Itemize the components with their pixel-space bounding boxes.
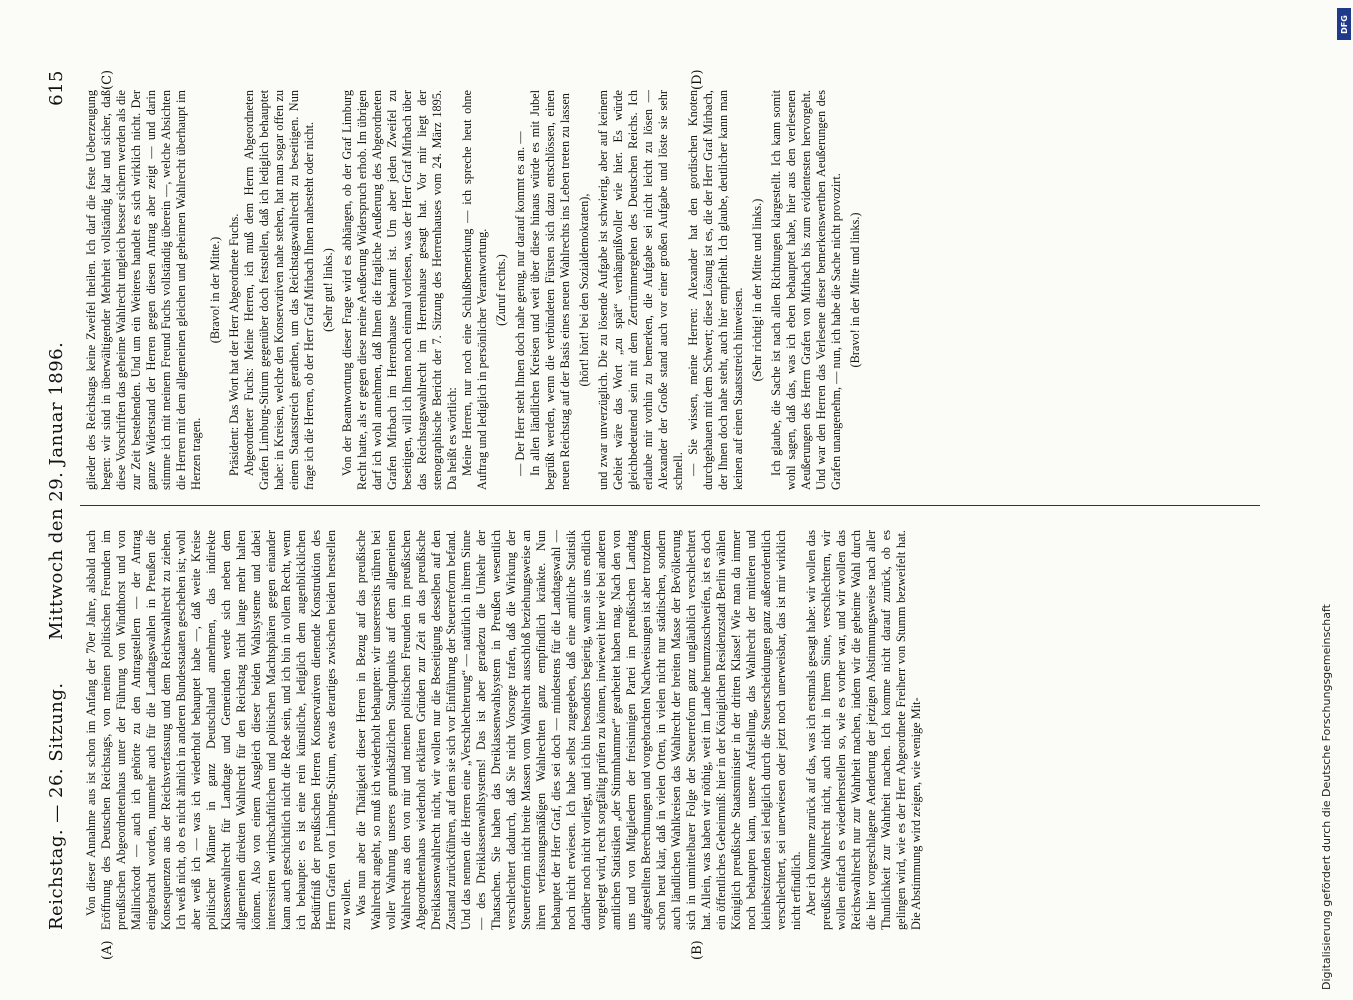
interjection: (Bravo! in der Mitte und links.) xyxy=(848,212,862,368)
right-paragraph: Von der Beantwortung dieser Frage wird es abhängen, ob der Graf Limburg Recht hatte, als er gegen diese meine Aeußerung Widerspruch erhob. Im übrigen darf ich wohl annehmen, daß Ihnen die fragliche Aeußerung des Abgeordneten Grafen Mirbach im Herrenhause bekannt ist. Um aber jeden Zweifel zu beseitigen, will ich Ihnen noch einmal vorlesen, was der Herr Graf Mirbach über das Reichstagswahlrecht im Herrenhause gesagt hat. Vor mir liegt der stenographische Bericht der 7. Sitzung des Herrenhauses vom 24. März 1895. Da heißt es wörtlich: xyxy=(340,90,459,490)
interjection: (Sehr gut! links.) xyxy=(321,248,335,332)
left-paragraph: Von dieser Annahme aus ist schon im Anfang der 70er Jahre, alsbald nach Eröffnung des Deutschen Reichstags, von meinen politischen Freunden im preußischen Abgeordnetenhaus unter der Führung von Windthorst und von Mallinckrodt — auch ich gehörte zu den Antragstellern — der Antrag eingebracht worden, nunmehr auch für die Landtagswahlen in Preußen die Konsequenzen aus der Reichsverfassung und dem Reichswahlrecht zu ziehen. Ich weiß nicht, ob es nicht ähnlich in anderen Bundesstaaten geschehen ist; wohl aber weiß ich — was ich wiederholt behauptet habe —, daß weite Kreise politischer Männer in ganz Deutschland annehmen, das indirekte Klassenwahlrecht für Landtage und Gemeinden werde sich neben dem allgemeinen direkten Wahlrecht für den Reichstag nicht lange mehr halten können. Also von einem Ausgleich dieser beiden Wahlsysteme und dabei interessirten wirthschaftlichen und politischen Machtsphären gegen einander kann auch geschichtlich nicht die Rede sein, und ich bin in vollem Recht, wenn ich behaupte: es ist eine rein künstliche, lediglich dem augenblicklichen Bedürfniß der preußischen Herren Konservativen dienende Konstruktion des Herrn Grafen von Limburg-Stirum, etwas derartiges zwischen beiden herstellen zu wollen. xyxy=(84,530,353,930)
president-speech: Präsident: Das Wort hat der Herr Abgeordnete Fuchs. xyxy=(227,213,241,476)
dfg-logo xyxy=(1337,8,1351,40)
quotation: und zwar unverzüglich. Die zu lösende Aufgabe ist schwierig, aber auf keinem Gebiet wäre das Wort „zu spät“ verhängnißvoller wie hier. Es würde gleichbedeutend sein mit dem Zertrümmergehen des Deutschen Reichs. Ich erlaube mir vorhin zu bemerken, die Aufgabe sei nicht leicht zu lösen — Alexander der Große stand auch vor einer großen Aufgabe und löste sie sehr schnell. xyxy=(596,90,685,490)
dfg-logo-text: DFG xyxy=(1339,14,1349,34)
margin-marker-d: (D) xyxy=(690,69,705,90)
right-column xyxy=(84,90,1264,490)
rotated-page-content xyxy=(40,69,1290,960)
interjection: (hört! hört! bei den Sozialdemokraten), xyxy=(577,193,591,387)
digitization-credit: Digitalisierung gefördert durch die Deutsche Forschungsgemeinschaft xyxy=(1320,604,1333,990)
interjection: (Sehr richtig! in der Mitte und links.) xyxy=(750,198,764,382)
left-paragraph: Aber ich komme zurück auf das, was ich erstmals gesagt habe: wir wollen das preußische Wahlrecht nicht, auch nicht in Ihrem Sinne, verschlechtern, wir wollen einfach es wiederherstellen so, wie es vorher war, und wir wollen das Reichswahlrecht nur zur Wahrheit machen, indem wir die geheime Wahl durch die hier vorgeschlagene Aenderung der jetzigen Abstimmungsweise nach aller Thunlichkeit zur Wahrheit machen. Ich komme nicht darauf zurück, ob es gelingen wird, wie es der Herr Abgeordnete Freiherr von Stumm bezweifelt hat. Die Abstimmung wird zeigen, wie wenige Mit- xyxy=(804,530,923,930)
left-column xyxy=(84,530,1264,930)
quotation: In allen ländlichen Kreisen und weit über diese hinaus würde es mit Jubel begrüßt werden, wenn die verbündeten Fürsten sich dazu entschlössen, einen neuen Reichstag auf der Basis eines neuen Wahlrechts ins Leben treten zu lassen xyxy=(528,90,572,490)
interjection: (Zuruf rechts.) xyxy=(494,254,508,326)
right-paragraph: — Der Herr steht Ihnen doch nahe genug, nur darauf kommt es an. — xyxy=(513,131,527,476)
right-paragraph: — Sie wissen, meine Herren: Alexander hat den gordischen Knoten durchgehauen mit dem Schwert; diese Lösung ist es, die der Herr Graf Mirbach, der Ihnen doch nahe steht, auch hier empfiehlt. Ich glaube, deutlicher kann man keinen auf einen Staatsstreich hinweisen. xyxy=(686,90,745,490)
header-left: Reichstag. — 26. Sitzung. xyxy=(46,682,67,930)
right-paragraph: glieder des Reichstags keine Zweifel theilen. Ich darf die feste Ueberzeugung hegen: wir sind in überwältigender Mehrheit vollständig klar und sicher, daß diese Vorschriften das geheime Wahlrecht ungleich besser sichern werden als die zur Zeit bestehenden. Und um ein Weiteres handelt es sich wirklich nicht. Der ganze Widerstand der Herren gegen diesen Antrag aber zeigt — und darin stimme ich mit meinem Freund Fuchs vollständig überein —, welche Absichten die Herren mit dem allgemeinen gleichen und geheimen Wahlrecht überhaupt im Herzen tragen. xyxy=(84,90,203,490)
margin-marker-a: (A) xyxy=(100,940,115,960)
margin-marker-b: (B) xyxy=(690,940,705,960)
page-header xyxy=(40,70,74,930)
quotation: Meine Herren, nur noch eine Schlußbemerkung — ich spreche heut ohne Auftrag und lediglich in persönlicher Verantwortung. xyxy=(460,90,489,490)
right-paragraph: Abgeordneter Fuchs: Meine Herren, ich muß dem Herrn Abgeordneten Grafen Limburg-Stirum gegenüber doch feststellen, daß ich lediglich behauptet habe: in Kreisen, welche den Konservativen nahe stehen, hat man sogar offen zu einem Staatsstreich gerathen, um das Reichstagswahlrecht zu beseitigen. Nun frage ich die Herren, ob der Herr Graf Mirbach Ihnen nahesteht oder nicht. xyxy=(242,90,316,490)
page-number: 615 xyxy=(46,70,67,106)
header-date: Mittwoch den 29. Januar 1896. xyxy=(46,341,67,640)
left-paragraph: Was nun aber die Thätigkeit dieser Herren in Bezug auf das preußische Wahlrecht angeht, so muß ich wiederholt behaupten: wir unsererseits rühren bei voller Wahrung unseres grundsätzlichen Standpunkts auf dem allgemeinen Wahlrecht aus den von mir und meinen politischen Freunden im preußischen Abgeordnetenhaus wiederholt erklärten Gründen zur Zeit an das preußische Dreiklassenwahlrecht nicht, wir wollen nur die Beseitigung desselben auf den Zustand zurückführen, auf dem sie sich vor Einführung der Steuerreform befand. Und das nennen die Herren eine „Verschlechterung“ — natürlich in ihrem Sinne — des Dreiklassenwahlsystems! Das ist aber geradezu die Umkehr der Thatsachen. Sie haben das Dreiklassenwahlsystem in Preußen wesentlich verschlechtert dadurch, daß Sie nicht Vorsorge trafen, daß die Wirkung der Steuerreform nicht breite Massen vom Wahlrecht ausschloß beziehungsweise an ihren verfassungsmäßigen Wahlrechten ganz empfindlich kränkte. Nun behauptet der Herr Graf, dies sei doch — mindestens für die Landtagswahl — noch nicht erwiesen. Ich habe selbst zugegeben, daß eine amtliche Statistik darüber noch nicht vorliegt, und ich bin besonders begierig, wann sie uns endlich vorgelegt wird, recht sorgfältig prüfen zu können, inwieweit hier wie bei anderen amtlichen Statistiken „der Stimmhammer“ gearbeitet haben mag. Nach den von uns und von Mitgliedern der freisinnigen Partei im preußischen Landtag aufgestellten Berechnungen und vorgebrachten Nachweisungen ist aber trotzdem schon heut klar, daß in vielen Orten, in vielen nicht nur städtischen, sondern auch ländlichen Wahlkreisen das Wahlrecht der breiten Masse der Bevölkerung sich in unmittelbarer Folge der Steuerreform ganz ungläublich verschlechtert hat. Allein, was haben wir nöthig, weit im Lande herumzuschweifen, ist es doch ein öffentliches Geheimniß: hier in der Königlichen Residenzstadt Berlin wählen Königlich preußische Staatsminister in der dritten Klasse! Wie man da immer noch behaupten kann, unsere Aufstellung, das Wahlrecht der mittleren und kleinbesitzenden sei lediglich durch die Steuerscheidungen ganz außerordentlich verschlechtert, sei unerwiesen oder jetzt noch unerweisbar, das ist mir wirklich nicht erfindlich. xyxy=(354,530,803,930)
margin-marker-c: (C) xyxy=(100,69,115,90)
column-divider xyxy=(80,505,1260,506)
interjection: (Bravo! in der Mitte.) xyxy=(208,236,222,344)
right-paragraph: Ich glaube, die Sache ist nach allen Richtungen klargestellt. Ich kann somit wohl sagen, daß das, was ich eben behauptet habe, hier aus den verlesenen Aeußerungen des Herrn Grafen von Mirbach bis zum evidentesten hervorgeht. Und war den Herren das Verlesene dieser bemerkenswerthen Aeußerungen des Grafen unangenehm, — nun, ich habe die Sache nicht provozirt. xyxy=(769,90,843,490)
